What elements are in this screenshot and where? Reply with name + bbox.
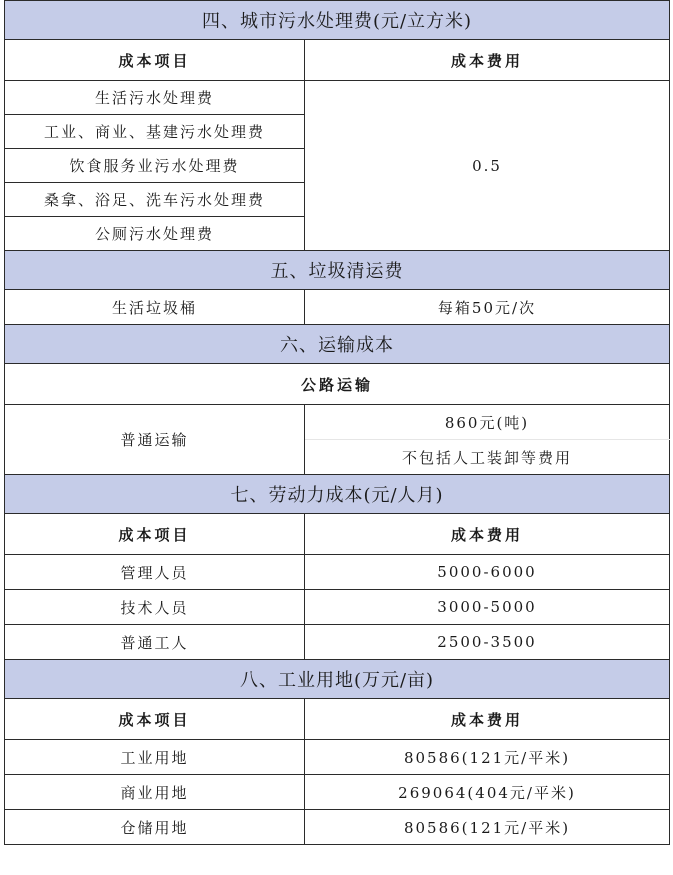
transport-cost-note: 不包括人工装卸等费用 xyxy=(305,440,670,475)
table-row-cost: 3000-5000 xyxy=(305,590,670,625)
section-title-garbage: 五、垃圾清运费 xyxy=(5,251,670,290)
table-row-cost: 每箱50元/次 xyxy=(305,290,670,325)
table-row-cost: 5000-6000 xyxy=(305,555,670,590)
table-row-item: 桑拿、浴足、洗车污水处理费 xyxy=(5,183,305,217)
header-cost-item: 成本项目 xyxy=(5,40,305,81)
section-title-transport: 六、运输成本 xyxy=(5,325,670,364)
header-cost-item: 成本项目 xyxy=(5,699,305,740)
table-row-item: 生活污水处理费 xyxy=(5,81,305,115)
sewage-fee-value: 0.5 xyxy=(305,81,670,251)
table-row-item: 管理人员 xyxy=(5,555,305,590)
table-row-item: 公厕污水处理费 xyxy=(5,217,305,251)
table-row-item: 生活垃圾桶 xyxy=(5,290,305,325)
table-row-item: 普通运输 xyxy=(5,405,305,475)
section-title-labor: 七、劳动力成本(元/人月) xyxy=(5,475,670,514)
cost-table xyxy=(4,0,670,845)
table-row-cost: 80586(121元/平米) xyxy=(305,740,670,775)
header-cost-fee: 成本费用 xyxy=(305,514,670,555)
header-cost-fee: 成本费用 xyxy=(305,40,670,81)
table-row-cost: 2500-3500 xyxy=(305,625,670,660)
table-row-item: 饮食服务业污水处理费 xyxy=(5,149,305,183)
table-row-cost: 80586(121元/平米) xyxy=(305,810,670,845)
section-title-sewage: 四、城市污水处理费(元/立方米) xyxy=(5,1,670,40)
header-cost-fee: 成本费用 xyxy=(305,699,670,740)
table-row-item: 技术人员 xyxy=(5,590,305,625)
header-cost-item: 成本项目 xyxy=(5,514,305,555)
table-row-item: 仓储用地 xyxy=(5,810,305,845)
section-title-land: 八、工业用地(万元/亩) xyxy=(5,660,670,699)
table-row-cost: 269064(404元/平米) xyxy=(305,775,670,810)
table-row-item: 工业用地 xyxy=(5,740,305,775)
table-row-item: 商业用地 xyxy=(5,775,305,810)
table-row-item: 工业、商业、基建污水处理费 xyxy=(5,115,305,149)
sub-header-road-transport: 公路运输 xyxy=(5,364,670,405)
transport-cost-value: 860元(吨) xyxy=(305,405,670,440)
table-row-item: 普通工人 xyxy=(5,625,305,660)
